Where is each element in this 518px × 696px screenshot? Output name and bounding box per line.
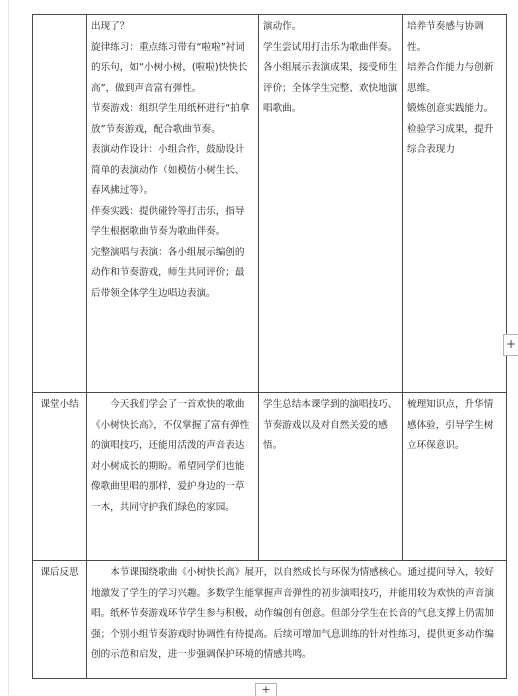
student-activity-cell[interactable] [259, 15, 403, 393]
student-activity-line: 学生尝试用打击乐为歌曲伴奏。 [263, 41, 398, 53]
table-row-summary [33, 393, 507, 561]
empty-label-cell [33, 15, 87, 393]
teacher-activity-line: 完整演唱与表演：各小组展示编创的动作和节奏游戏，师生共同评价；最后带领全体学生边唱边表演。 [91, 246, 245, 299]
page-edge [8, 0, 9, 695]
summary-teacher-cell[interactable]: 今天我们学会了一首欢快的歌曲《小树快长高》，不仅掌握了富有弹性的演唱技巧，还能用活泼的声音表达对小树成长的期盼。希望同学们也能像歌曲里唱的那样，爱护身边的一草一木，共同守护我们绿色的家园。 [87, 393, 259, 561]
design-intent-line: 检验学习成果，提升综合表现力 [407, 123, 494, 155]
design-intent-line: 培养节奏感与协调性。 [407, 21, 484, 53]
design-intent-line: 锻炼创意实践能力。 [407, 103, 494, 114]
teacher-activity-line: 出现了？ [91, 21, 130, 32]
lesson-plan-table [32, 14, 507, 679]
summary-label: 课堂小结 [33, 393, 87, 561]
teacher-activity-line: 表演动作设计：小组合作，鼓励设计简单的表演动作（如模仿小树生长、春风拂过等）。 [91, 144, 245, 196]
add-row-button[interactable]: + [503, 334, 518, 356]
add-column-button[interactable]: + [255, 683, 277, 696]
reflection-label: 课后反思 [33, 561, 87, 679]
student-activity-line: 各小组展示表演成果，接受师生评价；全体学生完整、欢快地演唱歌曲。 [263, 62, 398, 114]
table-row-activities [33, 15, 507, 393]
teacher-activity-line: 旋律练习：重点练习带有“啦啦”衬词的乐句，如“小树小树，(啦啦)快快长高”，做到声音富有弹性。 [91, 41, 248, 94]
teacher-activity-line: 伴奏实践：提供碰铃等打击乐，指导学生根据歌曲节奏为歌曲伴奏。 [91, 205, 245, 237]
teacher-activity-line: 节奏游戏：组织学生用纸杯进行“拍拿放”节奏游戏，配合歌曲节奏。 [91, 103, 250, 135]
summary-student-cell[interactable]: 学生总结本课学到的演唱技巧、节奏游戏以及对自然关爱的感悟。 [259, 393, 403, 561]
student-activity-line: 演动作。 [263, 21, 302, 32]
table-row-reflection [33, 561, 507, 679]
design-intent-cell[interactable] [403, 15, 507, 393]
summary-intent-cell[interactable]: 梳理知识点，升华情感体验，引导学生树立环保意识。 [403, 393, 507, 561]
teacher-activity-cell[interactable] [87, 15, 259, 393]
reflection-text-cell[interactable]: 本节课围绕歌曲《小树快长高》展开，以自然成长与环保为情感核心。通过提问导入，较好地激发了学生的学习兴趣。多数学生能掌握声音弹性的初步演唱技巧，并能用较为欢快的声音演唱。纸杯节奏游戏环节学生参与积极，动作编创有创意。但部分学生在长音的气息支撑上仍需加强；个别小组节奏游戏时协调性有待提高。后续可增加气息训练的针对性练习，提供更多动作编创的示范和启发，进一步强调保护环境的情感共鸣。 [87, 561, 507, 679]
design-intent-line: 培养合作能力与创新思维。 [407, 62, 494, 94]
